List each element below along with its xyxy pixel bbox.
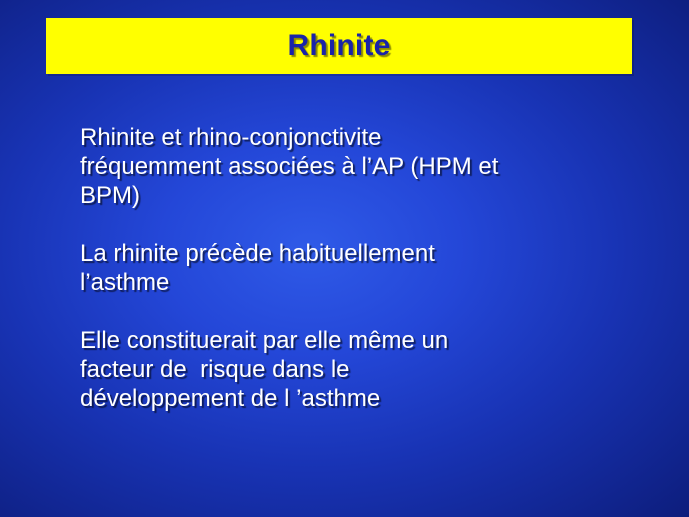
slide-title: Rhinite <box>287 29 391 62</box>
paragraph-spacer <box>80 297 650 326</box>
paragraph-line: facteur de risque dans le <box>80 356 350 383</box>
paragraph-line: l’asthme <box>80 269 170 296</box>
paragraph-line: Rhinite et rhino-conjonctivite <box>80 124 382 151</box>
paragraph-spacer <box>80 210 650 239</box>
paragraph-3 <box>80 326 650 413</box>
slide-body <box>80 123 650 413</box>
paragraph-line: développement de l ’asthme <box>80 385 381 412</box>
paragraph-line: Elle constituerait par elle même un <box>80 327 449 354</box>
paragraph-1 <box>80 123 650 210</box>
paragraph-line: La rhinite précède habituellement <box>80 240 435 267</box>
paragraph-line: BPM) <box>80 182 140 209</box>
paragraph-2 <box>80 239 650 297</box>
title-bar <box>46 18 632 74</box>
paragraph-line: fréquemment associées à l’AP (HPM et <box>80 153 499 180</box>
